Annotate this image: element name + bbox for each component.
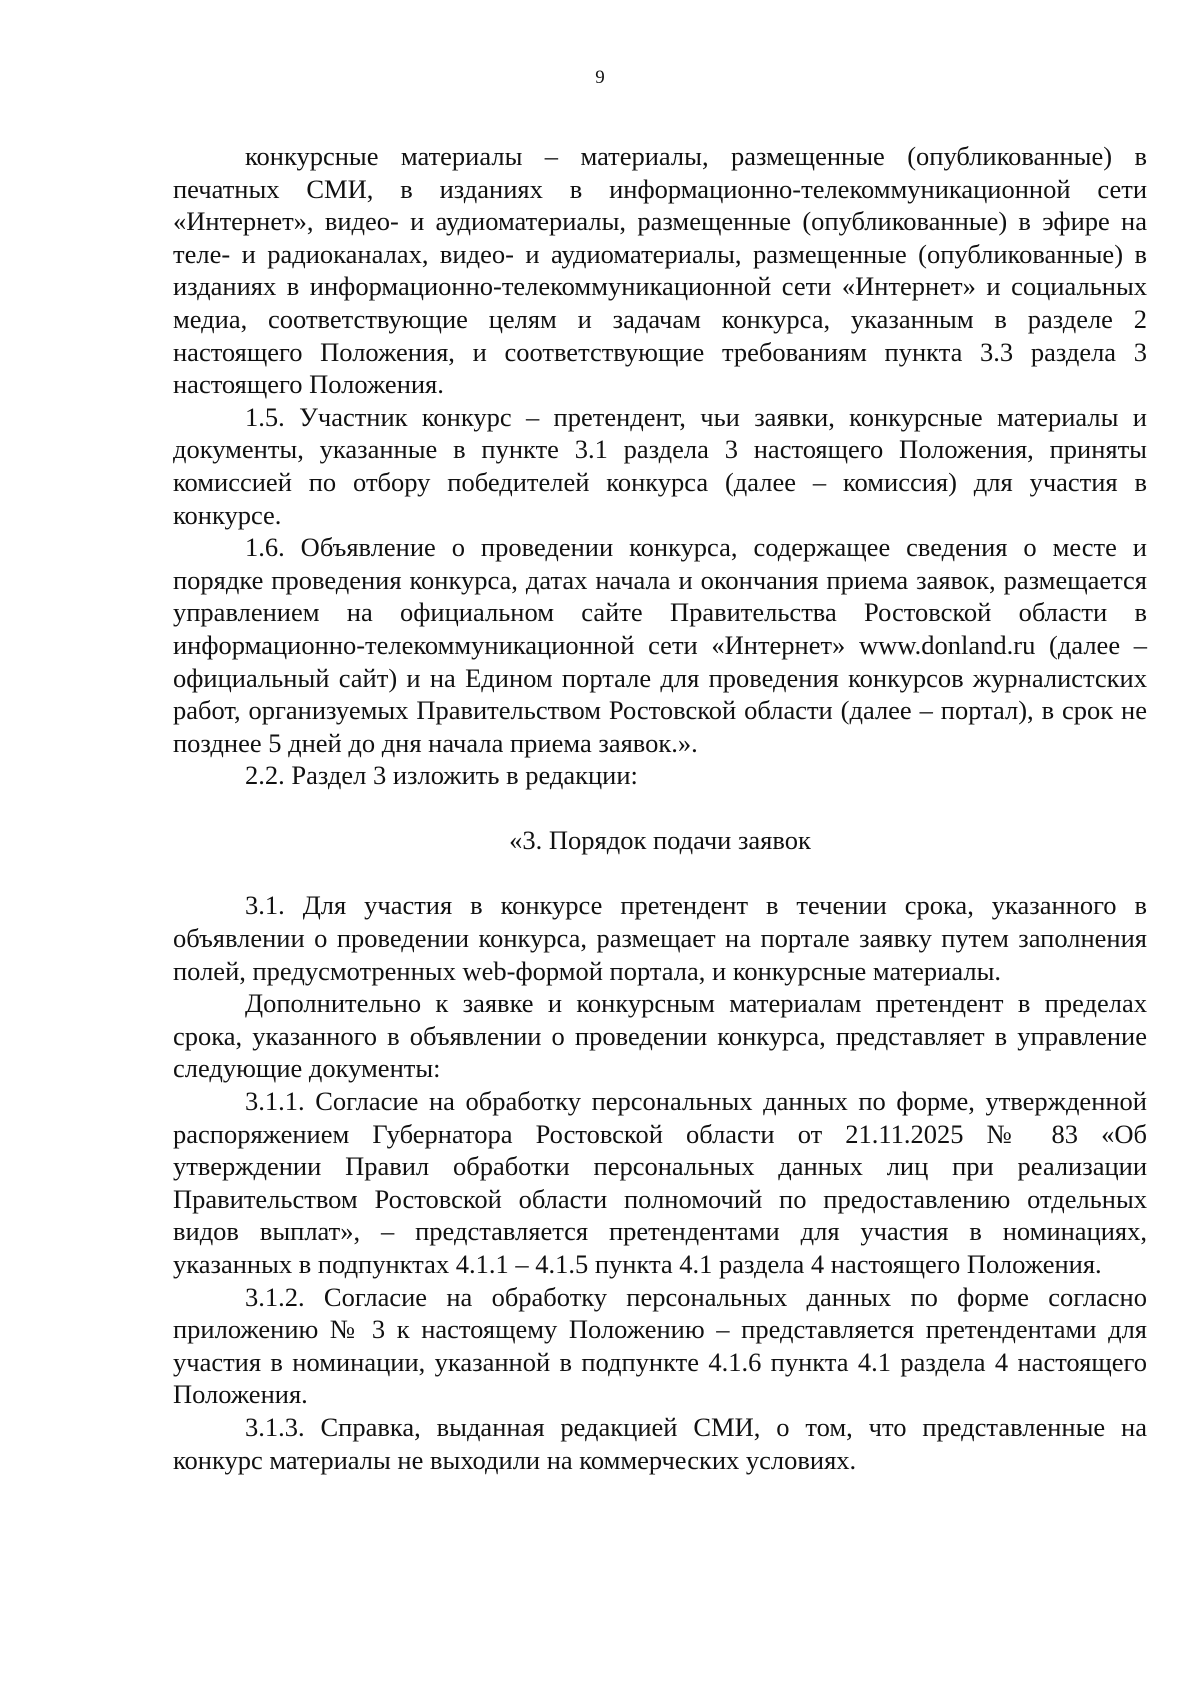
section-heading: «3. Порядок подачи заявок	[509, 824, 811, 855]
document-body	[173, 140, 1147, 1476]
paragraph-3-1-2: 3.1.2. Согласие на обработку персональных данных по форме согласно приложению № 3 к настоящему Положению – представляется претендентами для участия в номинации, указанной в подпункте 4.1.6 пункта 4.1 раздела 4 настоящего Положения.	[173, 1281, 1147, 1410]
page-number: 9	[595, 67, 605, 88]
paragraph-3-1-3: 3.1.3. Справка, выданная редакцией СМИ, о том, что представленные на конкурс материалы не выходили на коммерческих условиях.	[173, 1411, 1147, 1475]
paragraph-definition-materials: конкурсные материалы – материалы, размещенные (опубликованные) в печатных СМИ, в изданиях в информационно-телекоммуникационной сети «Интернет», видео- и аудиоматериалы, размещенные (опубликованные) в эфире на теле- и радиоканалах, видео- и аудиоматериалы, размещенные (опубликованные) в изданиях в информационно-телекоммуникационной сети «Интернет» и социальных медиа, соответствующие целям и задачам конкурса, указанным в разделе 2 настоящего Положения, и соответствующие требованиям пункта 3.3 раздела 3 настоящего Положения.	[173, 141, 1147, 400]
paragraph-additional-documents: Дополнительно к заявке и конкурсным материалам претендент в пределах срока, указанного в объявлении о проведении конкурса, представляет в управление следующие документы:	[173, 988, 1147, 1084]
paragraph-1-5: 1.5. Участник конкурс – претендент, чьи заявки, конкурсные материалы и документы, указанные в пункте 3.1 раздела 3 настоящего Положения, приняты комиссией по отбору победителей конкурса (далее – комиссия) для участия в конкурсе.	[173, 401, 1147, 530]
paragraph-3-1-1: 3.1.1. Согласие на обработку персональных данных по форме, утвержденной распоряжением Губернатора Ростовской области от 21.11.2025 № 83 «Об утверждении Правил обработки персональных данных лиц при реализации Правительством Ростовской области полномочий по предоставлению отдельных видов выплат», – представляется претендентами для участия в номинациях, указанных в подпунктах 4.1.1 – 4.1.5 пункта 4.1 раздела 4 настоящего Положения.	[173, 1086, 1147, 1279]
paragraph-1-6: 1.6. Объявление о проведении конкурса, содержащее сведения о месте и порядке проведения конкурса, датах начала и окончания приема заявок, размещается управлением на официальном сайте Правительства Ростовской области в информационно-телекоммуникационной сети «Интернет» www.donland.ru (далее – официальный сайт) и на Едином портале для проведения конкурсов журналистских работ, организуемых Правительством Ростовской области (далее – портал), в срок не позднее 5 дней до дня начала приема заявок.».	[173, 532, 1147, 758]
paragraph-2-2: 2.2. Раздел 3 изложить в редакции:	[245, 760, 638, 791]
paragraph-3-1: 3.1. Для участия в конкурсе претендент в течении срока, указанного в объявлении о проведении конкурса, размещает на портале заявку путем заполнения полей, предусмотренных web-формой портала, и конкурсные материалы.	[173, 890, 1147, 986]
